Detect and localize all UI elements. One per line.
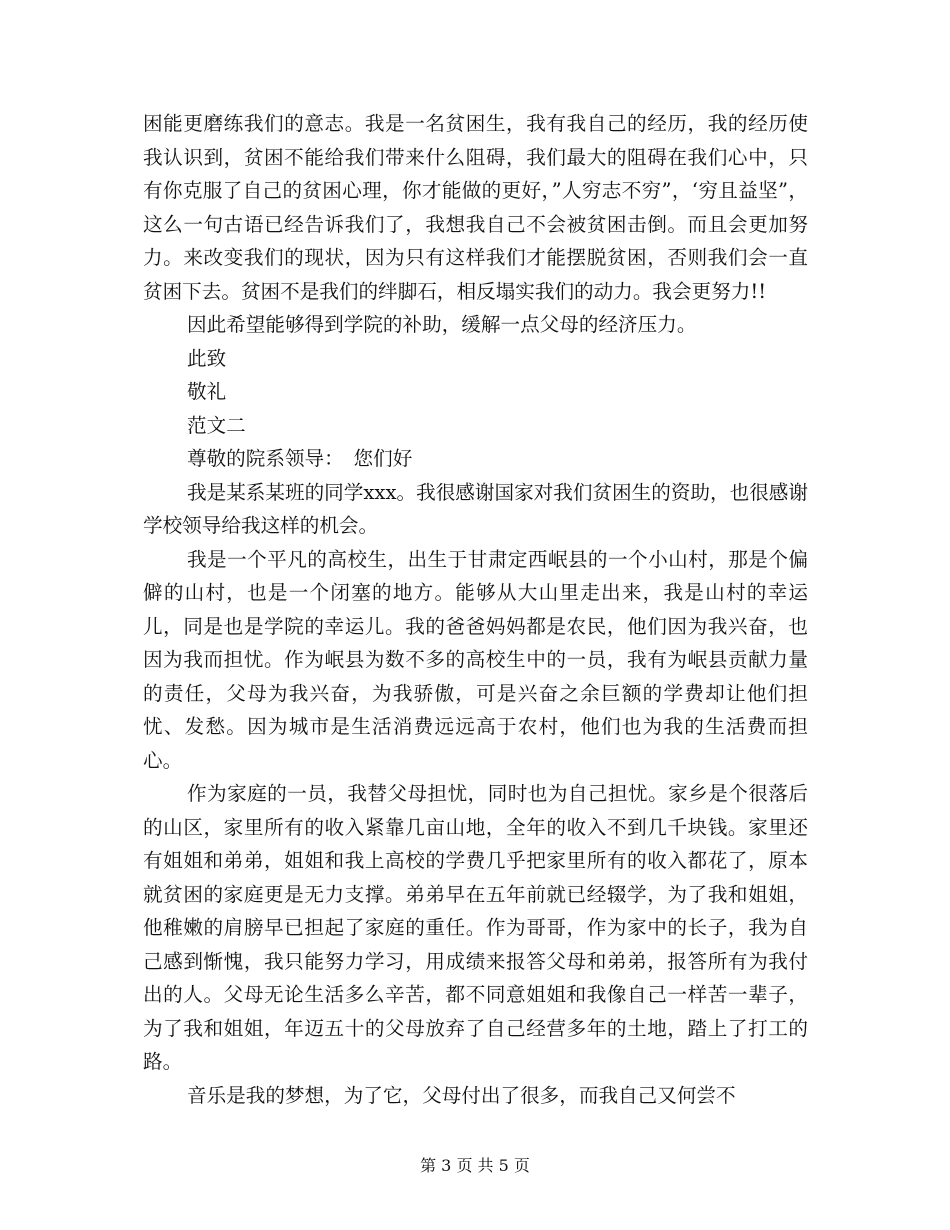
paragraph: 困能更磨练我们的意志。我是一名贫困生，我有我自己的经历，我的经历使我认识到，贫困不能给我们带来什么阻碍，我们最大的阻碍在我们心中，只有你克服了自己的贫困心理，你才能做的更好，”人穷志不穷”，‘穷且益坚”，这么一句古语已经告诉我们了，我想我自己不会被贫困击倒。而且会更加努力。来改变我们的现状，因为只有这样我们才能摆脱贫困，否则我们会一直贫困下去。贫困不是我们的绊脚石，相反塌实我们的动力。我会更努力!!: [143, 112, 808, 303]
paragraph: 因此希望能够得到学院的补助，缓解一点父母的经济压力。: [187, 313, 697, 336]
page-number-footer: 第 3 页 共 5 页: [420, 1156, 530, 1175]
paragraph: 音乐是我的梦想，为了它，父母付出了很多，而我自己又何尝不: [187, 1083, 736, 1107]
closing-salutation: 此致: [187, 346, 227, 370]
closing-regards: 敬礼: [187, 380, 227, 403]
greeting: 尊敬的院系领导： 您们好: [187, 447, 413, 470]
paragraph: 我是某系某班的同学xxx。我很感谢国家对我们贫困生的资助，也很感谢学校领导给我这样的机会。: [143, 480, 808, 537]
document-body: [143, 107, 808, 1112]
paragraph: 我是一个平凡的高校生，出生于甘肃定西岷县的一个小山村，那是个偏僻的山村，也是一个闭塞的地方。能够从大山里走出来，我是山村的幸运儿，同是也是学院的幸运儿。我的爸爸妈妈都是农民，他们因为我兴奋，也因为我而担忧。作为岷县为数不多的高校生中的一员，我有为岷县贡献力量的责任，父母为我兴奋，为我骄傲，可是兴奋之余巨额的学费却让他们担忧、发愁。因为城市是生活消费远远高于农村，他们也为我的生活费而担心。: [143, 547, 808, 772]
paragraph: 作为家庭的一员，我替父母担忧，同时也为自己担忧。家乡是个很落后的山区，家里所有的收入紧靠几亩山地，全年的收入不到几千块钱。家里还有姐姐和弟弟，姐姐和我上高校的学费几乎把家里所有的收入都花了，原本就贫困的家庭更是无力支撑。弟弟早在五年前就已经辍学，为了我和姐姐，他稚嫩的肩膀早已担起了家庭的重任。作为哥哥，作为家中的长子，我为自己感到惭愧，我只能努力学习，用成绩来报答父母和弟弟，报答所有为我付出的人。父母无论生活多么辛苦，都不同意姐姐和我像自己一样苦一辈子，为了我和姐姐，年迈五十的父母放弃了自己经营多年的土地，踏上了打工的路。: [143, 782, 808, 1073]
section-heading: 范文二: [187, 413, 246, 437]
